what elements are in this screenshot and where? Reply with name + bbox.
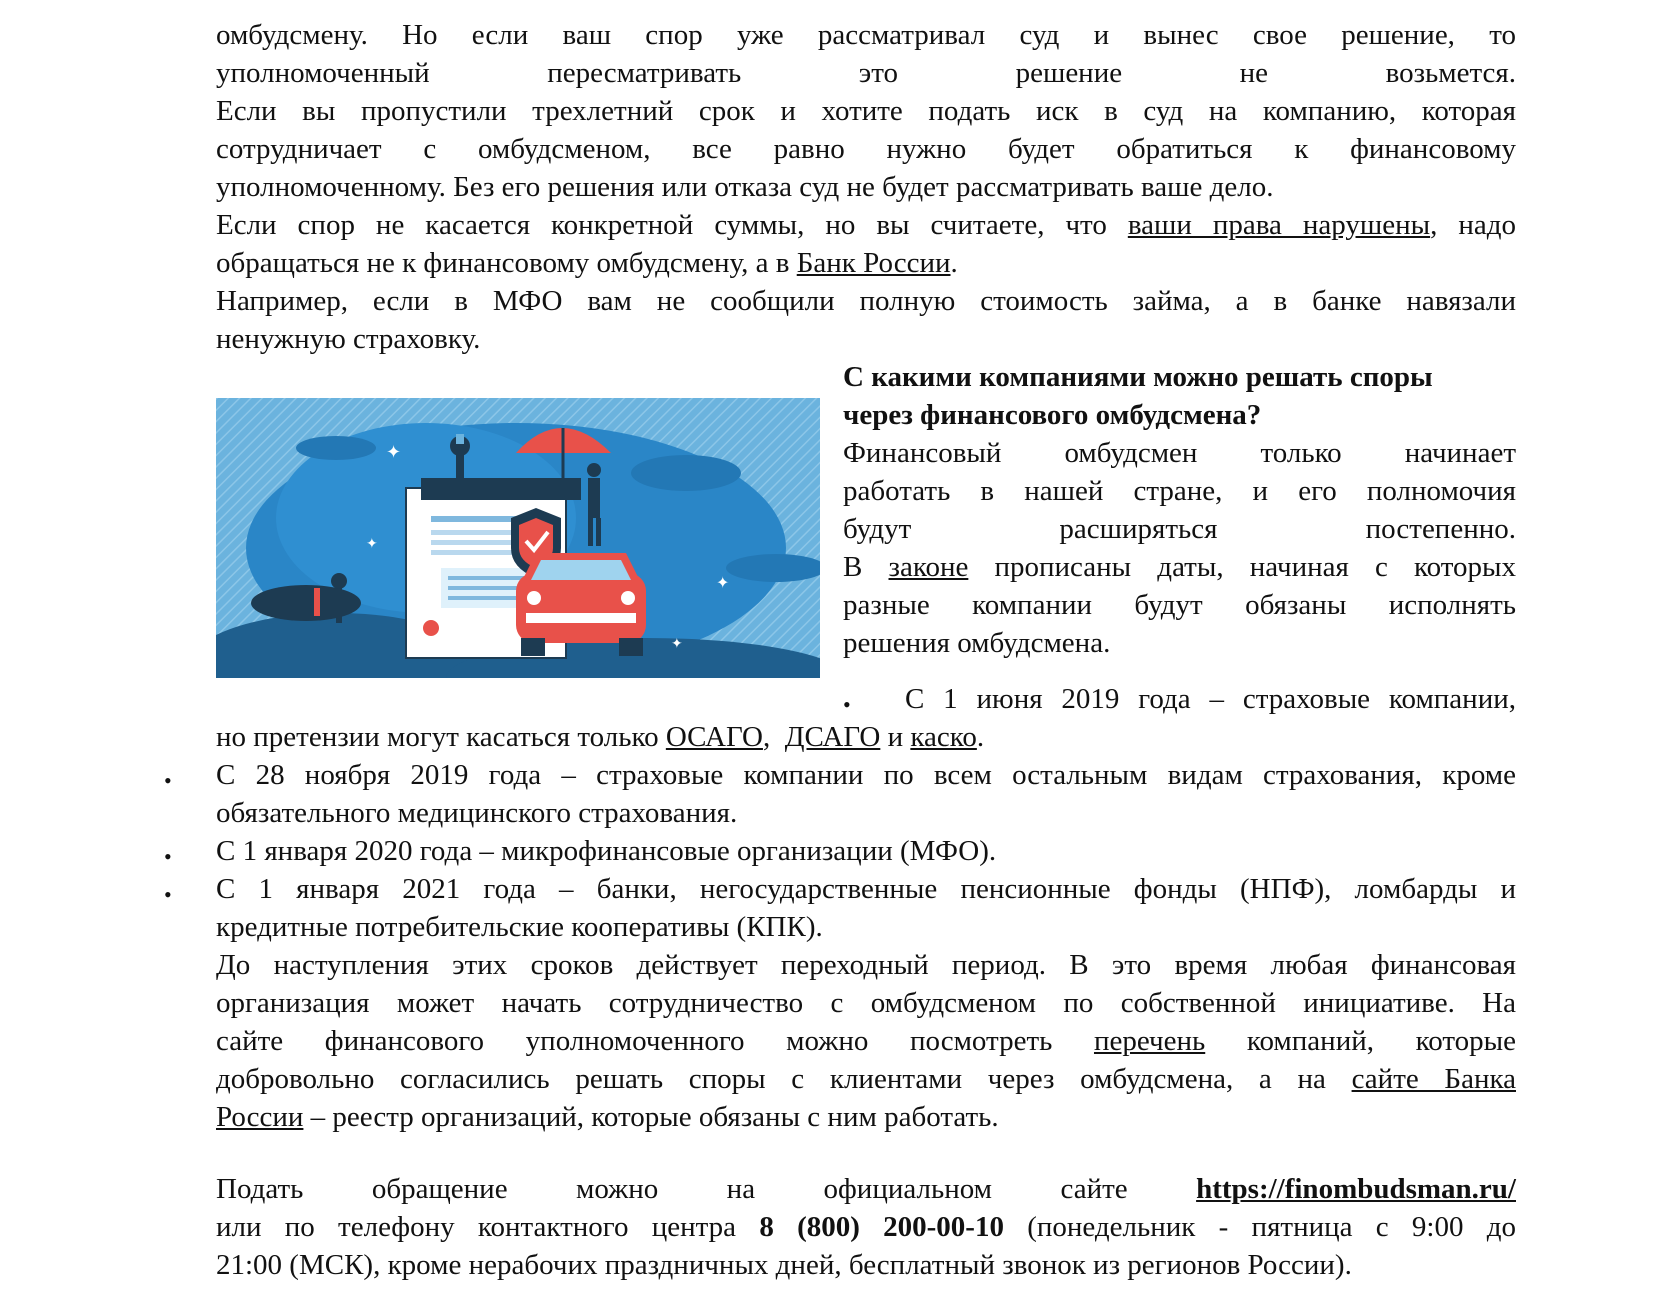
text-line: С 1 июня 2019 года – страховые компании,: [905, 683, 1516, 715]
text-line: ненужную страховку.: [216, 323, 481, 355]
text-line: [216, 1060, 1516, 1098]
text-segment: прописаны даты, начиная с которых: [968, 551, 1517, 583]
text-line: [216, 718, 1516, 756]
bullet-glyph: •: [164, 768, 172, 793]
text-segment: но претензии могут касаться только: [216, 721, 666, 753]
rights-violated-link[interactable]: ваши права нарушены: [1127, 209, 1431, 241]
list-item-1-continued: [216, 718, 1516, 756]
svg-text:✦: ✦: [366, 536, 378, 552]
text-segment: и: [880, 721, 911, 753]
svg-text:✦: ✦: [716, 573, 730, 592]
phone-number: 8 (800) 200-00-10: [759, 1211, 1004, 1243]
osago-link[interactable]: ОСАГО: [665, 721, 763, 753]
text-line: кредитные потребительские кооперативы (КПК).: [216, 911, 823, 943]
text-line: 21:00 (МСК), кроме нерабочих праздничных дней, бесплатный звонок из регионов России).: [216, 1249, 1352, 1281]
text-line: Финансовый омбудсмен только начинает: [843, 437, 1516, 469]
text-line: уполномоченный пересматривать это решение не возьмется.: [216, 57, 1516, 89]
text-segment: сайте финансового уполномоченного можно посмотреть: [216, 1025, 1094, 1057]
text-line: [216, 1170, 1516, 1208]
text-segment: В: [843, 551, 889, 583]
text-segment: или по телефону контактного центра: [216, 1211, 760, 1243]
text-segment: Подать обращение можно на официальном сайте: [216, 1173, 1197, 1205]
ombudsman-companies-section: [843, 358, 1516, 662]
text-line: Например, если в МФО вам не сообщили полную стоимость займа, а в банке навязали: [216, 285, 1516, 317]
bullet-glyph: •: [843, 692, 851, 717]
transition-paragraph: [216, 946, 1516, 1136]
text-line: Если вы пропустили трехлетний срок и хотите подать иск в суд на компанию, которая: [216, 95, 1516, 127]
text-segment: – реестр организаций, которые обязаны с ним работать.: [303, 1101, 999, 1133]
section-heading: через финансового омбудсмена?: [843, 399, 1262, 431]
kasko-link[interactable]: каско: [910, 721, 977, 753]
finombudsman-link[interactable]: https://finombudsman.ru/: [1196, 1173, 1516, 1205]
text-segment: Если спор не касается конкретной суммы, но вы считаете, что: [216, 209, 1128, 241]
text-line: уполномоченному. Без его решения или отказа суд не будет рассматривать ваше дело.: [216, 171, 1274, 203]
list-item-2: [216, 756, 1516, 832]
text-segment: ,: [762, 721, 785, 753]
intro-paragraphs: [216, 16, 1516, 358]
text-line: До наступления этих сроков действует переходный период. В это время любая финансовая: [216, 949, 1516, 981]
text-segment: .: [976, 721, 985, 753]
text-line: организация может начать сотрудничество с омбудсменом по собственной инициативе. На: [216, 987, 1516, 1019]
text-segment: компаний, которые: [1205, 1025, 1516, 1057]
list-item-1: [905, 680, 1516, 718]
bank-site-link-continued[interactable]: России: [216, 1101, 304, 1133]
text-line: С 1 января 2021 года – банки, негосударственные пенсионные фонды (НПФ), ломбарды и: [216, 873, 1516, 905]
list-item-4: [216, 870, 1516, 946]
list-item-3: [216, 832, 1516, 870]
text-line: решения омбудсмена.: [843, 627, 1111, 659]
dsago-link[interactable]: ДСАГО: [784, 721, 881, 753]
bullet-glyph: •: [164, 844, 172, 869]
text-line: [843, 548, 1516, 586]
text-line: работать в нашей стране, и его полномочия: [843, 475, 1516, 507]
svg-text:✦: ✦: [671, 636, 683, 652]
text-line: [216, 1022, 1516, 1060]
text-line: сотрудничает с омбудсменом, все равно нужно будет обратиться к финансовому: [216, 133, 1516, 165]
section-heading: С какими компаниями можно решать споры: [843, 361, 1433, 393]
text-segment: , надо: [1430, 209, 1516, 241]
text-line: обязательного медицинского страхования.: [216, 797, 738, 829]
text-line: [216, 206, 1516, 244]
text-segment: (понедельник - пятница с 9:00 до: [1003, 1211, 1516, 1243]
bullet-glyph: •: [164, 882, 172, 907]
text-line: [216, 1098, 1516, 1136]
svg-text:✦: ✦: [386, 442, 402, 463]
contact-paragraph: [216, 1170, 1516, 1284]
text-line: омбудсмену. Но если ваш спор уже рассматривал суд и вынес свое решение, то: [216, 19, 1516, 51]
law-link[interactable]: законе: [888, 551, 969, 583]
text-line: С 28 ноября 2019 года – страховые компании по всем остальным видам страхования, кроме: [216, 759, 1516, 791]
text-line: будут расширяться постепенно.: [843, 513, 1516, 545]
text-line: [216, 1208, 1516, 1246]
bank-site-link[interactable]: сайте Банка: [1351, 1063, 1516, 1095]
bank-of-russia-link[interactable]: Банк России: [796, 247, 951, 279]
text-segment: обращаться не к финансовому омбудсмену, а в: [216, 247, 797, 279]
text-line: разные компании будут обязаны исполнять: [843, 589, 1516, 621]
text-line: С 1 января 2020 года – микрофинансовые организации (МФО).: [216, 835, 997, 867]
insurance-illustration: [216, 398, 820, 678]
text-segment: .: [950, 247, 958, 279]
text-segment: добровольно согласились решать споры с клиентами через омбудсмена, а на: [216, 1063, 1352, 1095]
text-line: [216, 244, 1516, 282]
company-list-link[interactable]: перечень: [1093, 1025, 1206, 1057]
